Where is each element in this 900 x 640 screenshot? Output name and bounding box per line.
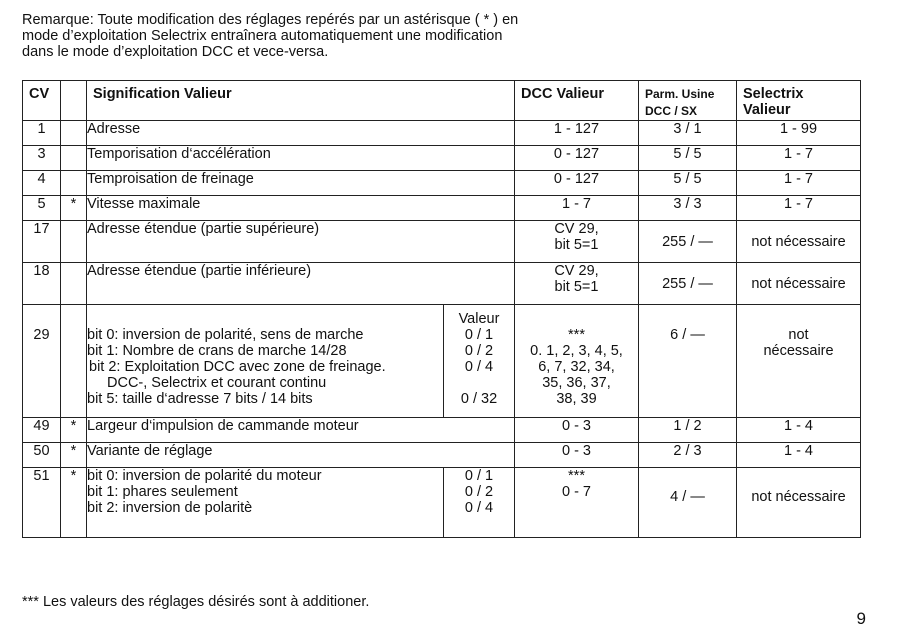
cell-parm: 5 / 5: [639, 171, 737, 196]
remark-note: [22, 12, 642, 60]
cell-parm: 4 / —: [639, 468, 737, 538]
cell-cv: 50: [23, 443, 61, 468]
cell-dcc-line2: 0 - 7: [561, 484, 591, 500]
cell-signification: Temproisation de freinage: [87, 171, 515, 196]
cell-cv: 49: [23, 418, 61, 443]
cell-cv29-values: [444, 305, 515, 418]
cell-signification: Variante de réglage: [87, 443, 515, 468]
table-row: [23, 171, 861, 196]
cell-dcc-line: ***: [568, 327, 585, 343]
bit-value: 0 / 2: [464, 484, 494, 500]
cell-cv: 5: [23, 196, 61, 221]
cell-dcc: 1 - 7: [515, 196, 639, 221]
cell-sx: 1 - 99: [737, 121, 861, 146]
cell-asterisk: [61, 146, 87, 171]
header-asterisk: [61, 81, 87, 121]
cell-dcc-line2: bit 5=1: [554, 279, 599, 295]
cell-signification: Adresse étendue (partie inférieure): [87, 263, 515, 305]
cv-table: [22, 80, 861, 538]
cell-asterisk: *: [61, 196, 87, 221]
header-parm-line1: Parm. Usine: [645, 87, 715, 101]
page-number: 9: [856, 609, 866, 628]
bit-text: bit 1: Nombre de crans de marche 14/28: [87, 343, 347, 359]
bit-value: 0 / 4: [464, 359, 494, 375]
table-row: [23, 418, 861, 443]
table-header-row: [23, 81, 861, 121]
cell-asterisk: [61, 305, 87, 418]
cell-dcc: 0 - 3: [515, 418, 639, 443]
cell-parm: 255 / —: [639, 221, 737, 263]
cell-dcc-line: 6, 7, 32, 34,: [538, 359, 615, 375]
cell-cv: 17: [23, 221, 61, 263]
cell-parm: 6 / —: [639, 305, 737, 418]
header-parm: [639, 81, 737, 121]
bit-value: 0 / 1: [464, 327, 494, 343]
table-row: [23, 443, 861, 468]
cell-sx: not nécessaire: [737, 221, 861, 263]
table-row: [23, 196, 861, 221]
bit-text: bit 1: phares seulement: [87, 484, 238, 500]
bit-value: 0 / 4: [464, 500, 494, 516]
cell-parm: 2 / 3: [639, 443, 737, 468]
footnote: *** Les valeurs des réglages désirés sont à additioner.: [22, 594, 370, 610]
cell-dcc-line1: CV 29,: [554, 263, 599, 279]
value-header: Valeur: [458, 311, 500, 327]
cell-sx: not nécessaire: [737, 263, 861, 305]
bit-text: bit 2: inversion de polaritè: [87, 500, 253, 516]
cell-asterisk: [61, 121, 87, 146]
cell-dcc-line: 35, 36, 37,: [542, 375, 611, 391]
cell-asterisk: *: [61, 468, 87, 538]
header-selectrix: [737, 81, 861, 121]
table-row-cv51: [23, 468, 861, 538]
cell-asterisk: *: [61, 443, 87, 468]
cell-signification: Largeur d‘impulsion de cammande moteur: [87, 418, 515, 443]
cell-sx: [737, 305, 861, 418]
cell-cv51-bits: [87, 468, 444, 538]
cell-asterisk: [61, 263, 87, 305]
cell-signification: Adresse étendue (partie supérieure): [87, 221, 515, 263]
remark-line-2: mode d’exploitation Selectrix entraînera automatiquement une modification: [22, 28, 503, 44]
bit-value: 0 / 1: [464, 468, 494, 484]
cell-dcc: [515, 305, 639, 418]
cell-asterisk: [61, 221, 87, 263]
cell-cv51-values: [444, 468, 515, 538]
cell-dcc: [515, 263, 639, 305]
cell-cv29-bits: [87, 305, 444, 418]
cell-dcc: [515, 221, 639, 263]
table-row: [23, 263, 861, 305]
header-parm-line2: DCC / SX: [645, 104, 698, 118]
cell-parm: 3 / 1: [639, 121, 737, 146]
table-row: [23, 146, 861, 171]
cell-parm: 3 / 3: [639, 196, 737, 221]
cell-sx: not nécessaire: [737, 468, 861, 538]
bit-text: bit 2: Exploitation DCC avec zone de freinage.: [89, 359, 386, 375]
cell-dcc: 0 - 3: [515, 443, 639, 468]
bit-text: bit 5: taille d‘adresse 7 bits / 14 bits: [87, 391, 313, 407]
header-sx-line2: Valieur: [743, 102, 791, 118]
cell-dcc-line: 0. 1, 2, 3, 4, 5,: [530, 343, 623, 359]
cell-dcc-line1: ***: [568, 468, 585, 484]
cell-sx: 1 - 4: [737, 418, 861, 443]
cell-cv: 51: [23, 468, 61, 538]
cell-sx-line2: nécessaire: [763, 343, 834, 359]
bit-text: bit 0: inversion de polarité, sens de marche: [87, 327, 364, 343]
cell-parm: 255 / —: [639, 263, 737, 305]
cell-parm: 1 / 2: [639, 418, 737, 443]
cell-asterisk: [61, 171, 87, 196]
cell-cv: 1: [23, 121, 61, 146]
cell-dcc: [515, 468, 639, 538]
cell-dcc-line: 38, 39: [556, 391, 597, 407]
cell-dcc: 1 - 127: [515, 121, 639, 146]
header-sx-line1: Selectrix: [743, 86, 804, 102]
cell-dcc-line2: bit 5=1: [554, 237, 599, 253]
cell-sx: 1 - 7: [737, 196, 861, 221]
bit-value: [444, 375, 514, 391]
cell-dcc: 0 - 127: [515, 146, 639, 171]
cell-signification: Vitesse maximale: [87, 196, 515, 221]
table-row-cv29: [23, 305, 861, 418]
cell-sx: 1 - 7: [737, 171, 861, 196]
cell-sx-line1: not: [788, 327, 809, 343]
cell-signification: Temporisation d‘accélération: [87, 146, 515, 171]
cell-parm: 5 / 5: [639, 146, 737, 171]
cell-asterisk: *: [61, 418, 87, 443]
cell-cv: 4: [23, 171, 61, 196]
table-row: [23, 121, 861, 146]
header-signification: Signification Valieur: [87, 81, 515, 121]
cell-sx: 1 - 4: [737, 443, 861, 468]
remark-line-1: Remarque: Toute modification des réglages repérés par un astérisque ( * ) en: [22, 12, 519, 28]
bit-value: 0 / 2: [464, 343, 494, 359]
table-row: [23, 221, 861, 263]
cell-sx: 1 - 7: [737, 146, 861, 171]
bit-value: 0 / 32: [460, 391, 498, 407]
cell-dcc: 0 - 127: [515, 171, 639, 196]
header-cv: CV: [23, 81, 61, 121]
bit-text: bit 0: inversion de polarité du moteur: [87, 468, 322, 484]
cell-dcc-line1: CV 29,: [554, 221, 599, 237]
bit-text: DCC-, Selectrix et courant continu: [107, 375, 327, 391]
cell-signification: Adresse: [87, 121, 515, 146]
header-dcc: DCC Valieur: [515, 81, 639, 121]
cell-cv: 29: [23, 305, 61, 418]
cell-cv: 18: [23, 263, 61, 305]
cell-cv: 3: [23, 146, 61, 171]
remark-line-3: dans le mode d’exploitation DCC et vece-versa.: [22, 44, 329, 60]
